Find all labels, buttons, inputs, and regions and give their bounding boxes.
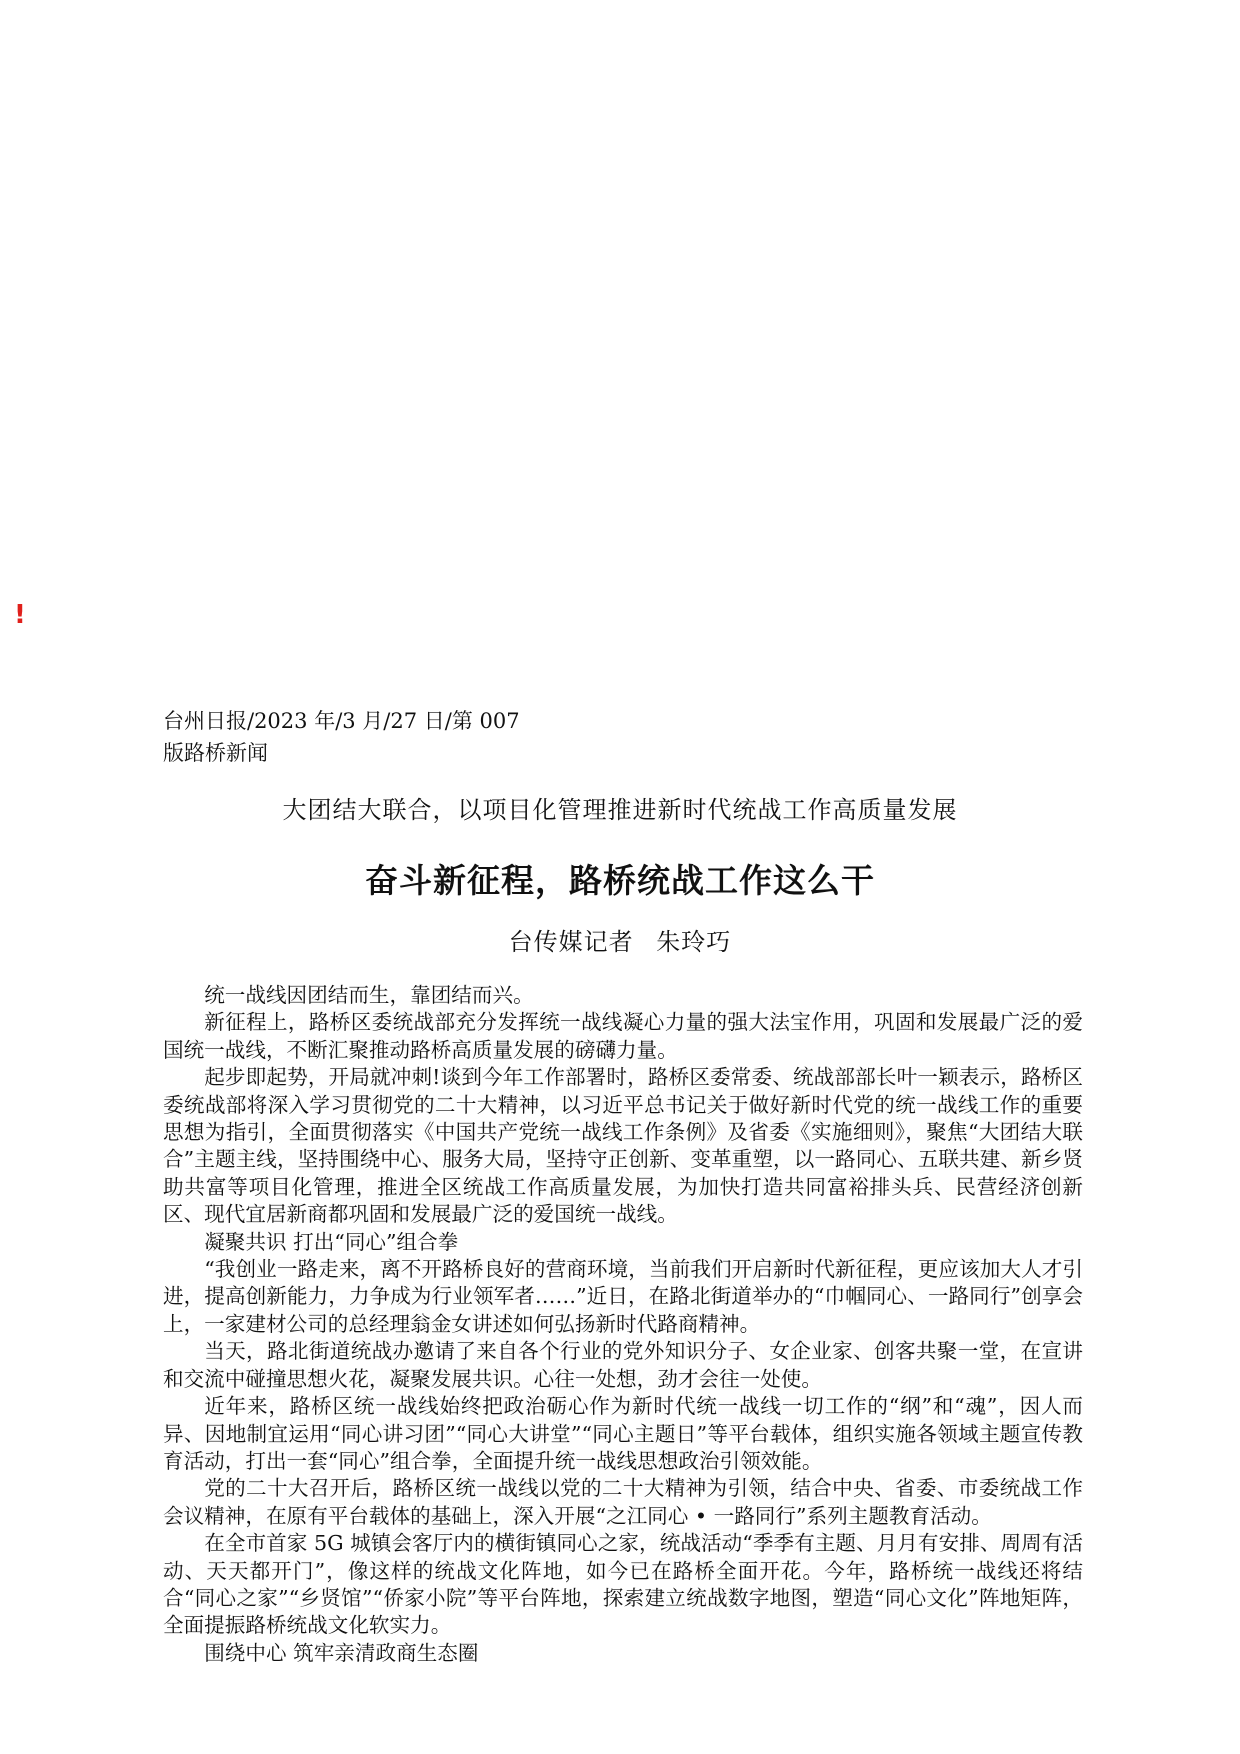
- article-body: [163, 982, 1083, 1667]
- source-line-2: 版路桥新闻: [163, 741, 268, 765]
- body-paragraph: 在全市首家 5G 城镇会客厅内的横街镇同心之家，统战活动“季季有主题、月月有安排、周周有活动、天天都开门”，像这样的统战文化阵地，如今已在路桥全面开花。今年，路桥统一战线还将结合“同心之家”“乡贤馆”“侨家小院”等平台阵地，探索建立统战数字地图，塑造“同心文化”阵地矩阵，全面提振路桥统战文化软实力。: [163, 1531, 1083, 1638]
- section-heading: 凝聚共识 打出“同心”组合拳: [204, 1229, 459, 1254]
- article-subtitle: 大团结大联合，以项目化管理推进新时代统战工作高质量发展: [282, 796, 958, 824]
- article-byline: 台传媒记者 朱玲巧: [508, 928, 732, 956]
- section-heading: 围绕中心 筑牢亲清政商生态圈: [204, 1640, 479, 1665]
- body-paragraph: 近年来，路桥区统一战线始终把政治砺心作为新时代统一战线一切工作的“纲”和“魂”，因人而异、因地制宜运用“同心讲习团”“同心大讲堂”“同心主题日”等平台载体，组织实施各领域主题宣传教育活动，打出一套“同心”组合拳，全面提升统一战线思想政治引领效能。: [163, 1394, 1083, 1473]
- body-paragraph: 当天，路北街道统战办邀请了来自各个行业的党外知识分子、女企业家、创客共聚一堂，在宣讲和交流中碰撞思想火花，凝聚发展共识。心往一处想，劲才会往一处使。: [163, 1339, 1083, 1391]
- source-line: [163, 705, 520, 769]
- body-paragraph: 新征程上，路桥区委统战部充分发挥统一战线凝心力量的强大法宝作用，巩固和发展最广泛的爱国统一战线，不断汇聚推动路桥高质量发展的磅礴力量。: [163, 1010, 1083, 1062]
- source-line-1: 台州日报/2023 年/3 月/27 日/第 007: [163, 709, 520, 733]
- article-title: 奋斗新征程，路桥统战工作这么干: [365, 861, 875, 900]
- warning-mark: !: [14, 600, 26, 630]
- body-paragraph: “我创业一路走来，离不开路桥良好的营商环境，当前我们开启新时代新征程，更应该加大人才引进，提高创新能力，力争成为行业领军者……”近日，在路北街道举办的“巾帼同心、一路同行”创享会上，一家建材公司的总经理翁金女讲述如何弘扬新时代路商精神。: [163, 1257, 1083, 1336]
- body-paragraph: 统一战线因团结而生，靠团结而兴。: [204, 983, 534, 1007]
- body-paragraph: 起步即起势，开局就冲刺!谈到今年工作部署时，路桥区委常委、统战部部长叶一颖表示，路桥区委统战部将深入学习贯彻党的二十大精神，以习近平总书记关于做好新时代党的统一战线工作的重要思想为指引，全面贯彻落实《中国共产党统一战线工作条例》及省委《实施细则》，聚焦“大团结大联合”主题主线，坚持围绕中心、服务大局，坚持守正创新、变革重塑，以一路同心、五联共建、新乡贤助共富等项目化管理，推进全区统战工作高质量发展，为加快打造共同富裕排头兵、民营经济创新区、现代宜居新商都巩固和发展最广泛的爱国统一战线。: [163, 1065, 1083, 1227]
- body-paragraph: 党的二十大召开后，路桥区统一战线以党的二十大精神为引领，结合中央、省委、市委统战工作会议精神，在原有平台载体的基础上，深入开展“之江同心 • 一路同行”系列主题教育活动。: [163, 1476, 1083, 1528]
